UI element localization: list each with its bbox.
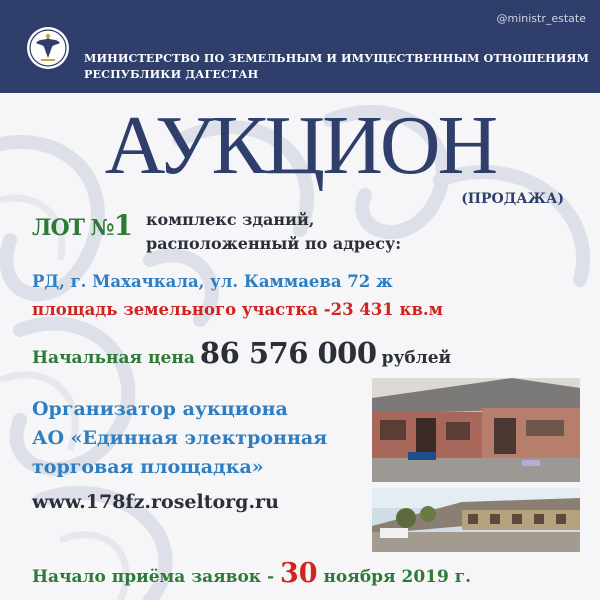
header-band <box>0 0 600 93</box>
price-value: 86 576 000 <box>199 336 377 370</box>
application-start <box>32 558 471 589</box>
application-start-prefix: Начало приёма заявок - <box>32 567 280 587</box>
website-link[interactable]: www.178fz.roseltorg.ru <box>32 491 279 513</box>
lot-description-line-1: комплекс зданий, <box>146 210 315 229</box>
sale-subtitle: (ПРОДАЖА) <box>461 191 564 207</box>
auction-title: АУКЦИОН <box>104 99 496 192</box>
application-start-day: 30 <box>279 558 318 589</box>
lot-number: 1 <box>113 209 133 242</box>
ministry-name <box>84 50 594 82</box>
lot-description-line-2: расположенный по адресу: <box>146 234 402 253</box>
organizer-line-3: торговая площадка» <box>32 456 264 478</box>
price-unit: рублей <box>381 348 452 368</box>
land-area: площадь земельного участка -23 431 кв.м <box>32 300 443 319</box>
ministry-line-1: МИНИСТЕРСТВО ПО ЗЕМЕЛЬНЫМ И ИМУЩЕСТВЕННЫМ ОТНОШЕНИЯМ <box>84 51 589 65</box>
ministry-line-2: РЕСПУБЛИКИ ДАГЕСТАН <box>84 67 259 81</box>
price-label: Начальная цена <box>32 348 195 368</box>
starting-price <box>32 336 451 370</box>
social-handle: @ministr_estate <box>496 12 586 25</box>
organizer-line-2: АО «Единная электронная <box>32 427 328 449</box>
building-photo-side <box>372 488 580 552</box>
building-photo-front <box>372 378 580 482</box>
lot-prefix: ЛОТ № <box>32 215 114 241</box>
lot-label <box>32 209 132 242</box>
coat-of-arms-icon <box>26 26 70 70</box>
property-address: РД, г. Махачкала, ул. Каммаева 72 ж <box>32 272 393 291</box>
organizer-line-1: Организатор аукциона <box>32 398 288 420</box>
application-start-suffix: ноября 2019 г. <box>317 567 472 587</box>
